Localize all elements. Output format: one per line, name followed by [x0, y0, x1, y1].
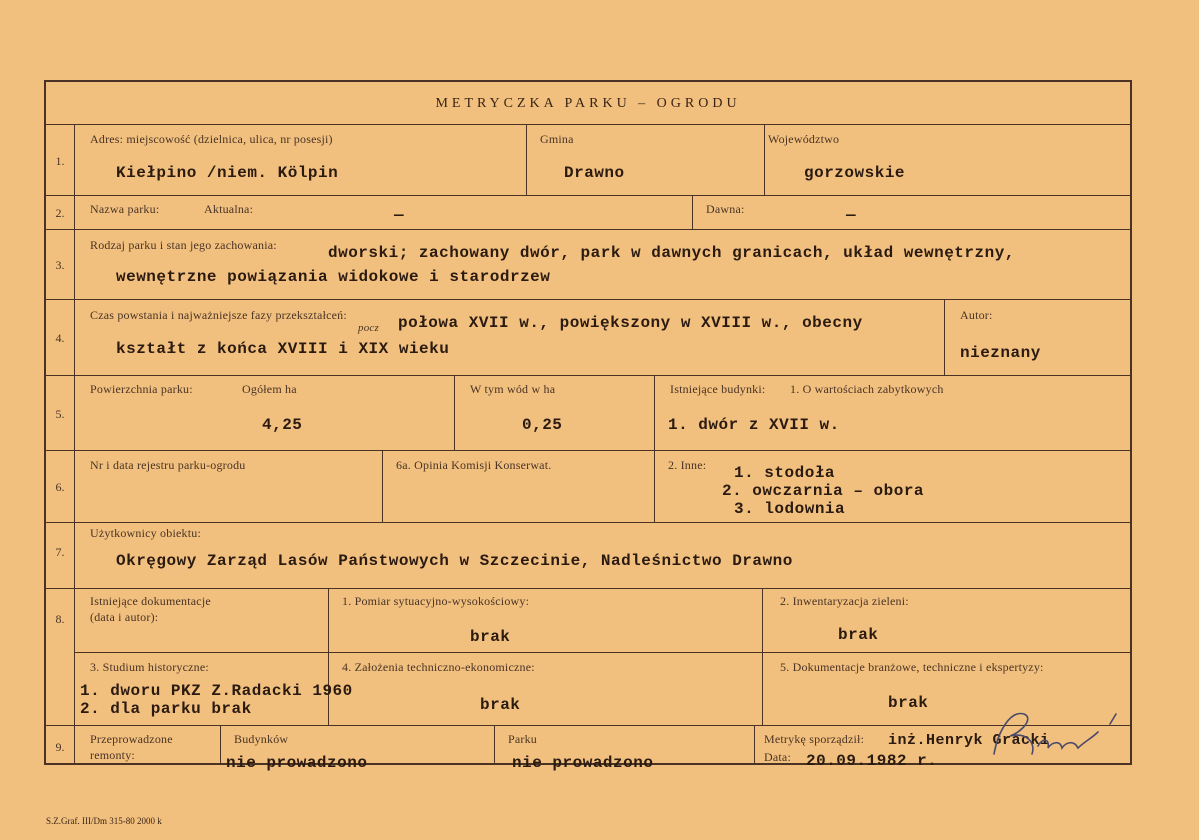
- prepared-by-value: inż.Henryk Gracki: [888, 732, 1050, 749]
- rule: [46, 588, 1132, 589]
- documentation-label: Istniejące dokumentacje: [90, 594, 211, 608]
- renovations-label: Przeprowadzone: [90, 732, 173, 746]
- record-card: [44, 80, 1132, 772]
- rule: [74, 652, 1132, 653]
- users-value: Okręgowy Zarząd Lasów Państwowych w Szczecinie, Nadleśnictwo Drawno: [116, 552, 793, 570]
- rule: [46, 195, 1132, 196]
- register-label: Nr i data rejestru parku-ogrodu: [90, 458, 246, 472]
- row-number-1: 1.: [55, 154, 65, 168]
- former-name-value: —: [846, 206, 857, 224]
- other-building-3: 3. lodownia: [734, 500, 846, 518]
- survey-label: 1. Pomiar sytuacyjno-wysokościowy:: [342, 594, 530, 608]
- address-value: Kiełpino /niem. Kölpin: [116, 164, 339, 182]
- divider: [944, 299, 945, 375]
- voivodeship-label: Województwo: [768, 132, 840, 146]
- historical-study-line-2: 2. dla parku brak: [80, 700, 252, 718]
- water-ha-label: W tym wód w ha: [470, 382, 556, 396]
- park-type-label: Rodzaj parku i stan jego zachowania:: [90, 238, 277, 252]
- row-number-4: 4.: [55, 331, 65, 345]
- other-building-2: 2. owczarnia – obora: [722, 482, 925, 500]
- row-number-8: 8.: [55, 612, 65, 626]
- divider: [526, 124, 527, 195]
- tech-econ-label: 4. Założenia techniczno-ekonomiczne:: [342, 660, 535, 674]
- water-ha-value: 0,25: [522, 416, 563, 434]
- rule: [46, 229, 1132, 230]
- handwritten-signature: [976, 702, 1136, 764]
- rule: [46, 450, 1132, 451]
- park-type-line-2: wewnętrzne powiązania widokowe i starodrzew: [116, 268, 551, 286]
- park-renovation-value: nie prowadzono: [512, 754, 654, 772]
- divider: [220, 725, 221, 765]
- gmina-label: Gmina: [540, 132, 574, 146]
- total-ha-value: 4,25: [262, 416, 303, 434]
- rule: [46, 299, 1132, 300]
- rule: [46, 725, 1132, 726]
- rule: [46, 522, 1132, 523]
- form-footer-code: S.Z.Graf. III/Dm 315-80 2000 k: [46, 816, 162, 826]
- greenery-inventory-label: 2. Inwentaryzacja zieleni:: [780, 594, 909, 608]
- divider: [494, 725, 495, 765]
- former-name-label: Dawna:: [706, 202, 745, 216]
- historical-study-line-1: 1. dworu PKZ Z.Radacki 1960: [80, 682, 353, 700]
- divider: [764, 124, 765, 195]
- rule: [46, 375, 1132, 376]
- history-line-2: kształt z końca XVIII i XIX wieku: [116, 340, 450, 358]
- users-label: Użytkownicy obiektu:: [90, 526, 201, 540]
- total-ha-label: Ogółem ha: [242, 382, 297, 396]
- historic-buildings-value: 1. dwór z XVII w.: [668, 416, 840, 434]
- row-number-9: 9.: [55, 740, 65, 754]
- divider: [762, 588, 763, 725]
- other-buildings-label: 2. Inne:: [668, 458, 707, 472]
- row-number-7: 7.: [55, 545, 65, 559]
- divider: [692, 195, 693, 229]
- handwritten-note: pocz: [358, 322, 379, 334]
- current-name-label: Aktualna:: [204, 202, 254, 216]
- divider: [654, 450, 655, 522]
- buildings-label: Istniejące budynki:: [670, 382, 766, 396]
- renovations-label-2: remonty:: [90, 748, 135, 762]
- author-label: Autor:: [960, 308, 993, 322]
- divider: [754, 725, 755, 765]
- park-type-line-1: dworski; zachowany dwór, park w dawnych granicach, układ wewnętrzny,: [328, 244, 1015, 262]
- other-building-1: 1. stodoła: [734, 464, 836, 482]
- divider: [382, 450, 383, 522]
- author-value: nieznany: [960, 344, 1041, 362]
- prepared-by-label: Metrykę sporządził:: [764, 732, 865, 746]
- greenery-inventory-value: brak: [838, 626, 879, 644]
- current-name-value: —: [394, 206, 405, 224]
- divider: [328, 588, 329, 725]
- area-label: Powierzchnia parku:: [90, 382, 193, 396]
- specialist-docs-value: brak: [888, 694, 929, 712]
- divider: [654, 375, 655, 450]
- number-column-divider: [74, 124, 75, 765]
- gmina-value: Drawno: [564, 164, 625, 182]
- documentation-label-2: (data i autor):: [90, 610, 159, 624]
- row-number-3: 3.: [55, 258, 65, 272]
- survey-value: brak: [470, 628, 511, 646]
- history-line-1: połowa XVII w., powiększony w XVIII w., obecny: [398, 314, 863, 332]
- voivodeship-value: gorzowskie: [804, 164, 906, 182]
- row-number-2: 2.: [55, 206, 65, 220]
- conservator-opinion-label: 6a. Opinia Komisji Konserwat.: [396, 458, 552, 472]
- row-number-6: 6.: [55, 480, 65, 494]
- date-value: 20.09.1982 r.: [806, 752, 938, 770]
- park-name-label: Nazwa parku:: [90, 202, 160, 216]
- address-label: Adres: miejscowość (dzielnica, ulica, nr posesji): [90, 132, 333, 146]
- specialist-docs-label: 5. Dokumentacje branżowe, techniczne i ekspertyzy:: [780, 660, 1044, 674]
- rule: [46, 124, 1132, 125]
- history-label: Czas powstania i najważniejsze fazy przekształceń:: [90, 308, 347, 322]
- historical-study-label: 3. Studium historyczne:: [90, 660, 209, 674]
- date-label: Data:: [764, 750, 791, 764]
- buildings-renovation-value: nie prowadzono: [226, 754, 368, 772]
- tech-econ-value: brak: [480, 696, 521, 714]
- buildings-renovation-label: Budynków: [234, 732, 289, 746]
- historic-buildings-label: 1. O wartościach zabytkowych: [790, 382, 944, 396]
- divider: [454, 375, 455, 450]
- row-number-5: 5.: [55, 407, 65, 421]
- card-title: METRYCZKA PARKU – OGRODU: [435, 96, 741, 111]
- park-renovation-label: Parku: [508, 732, 537, 746]
